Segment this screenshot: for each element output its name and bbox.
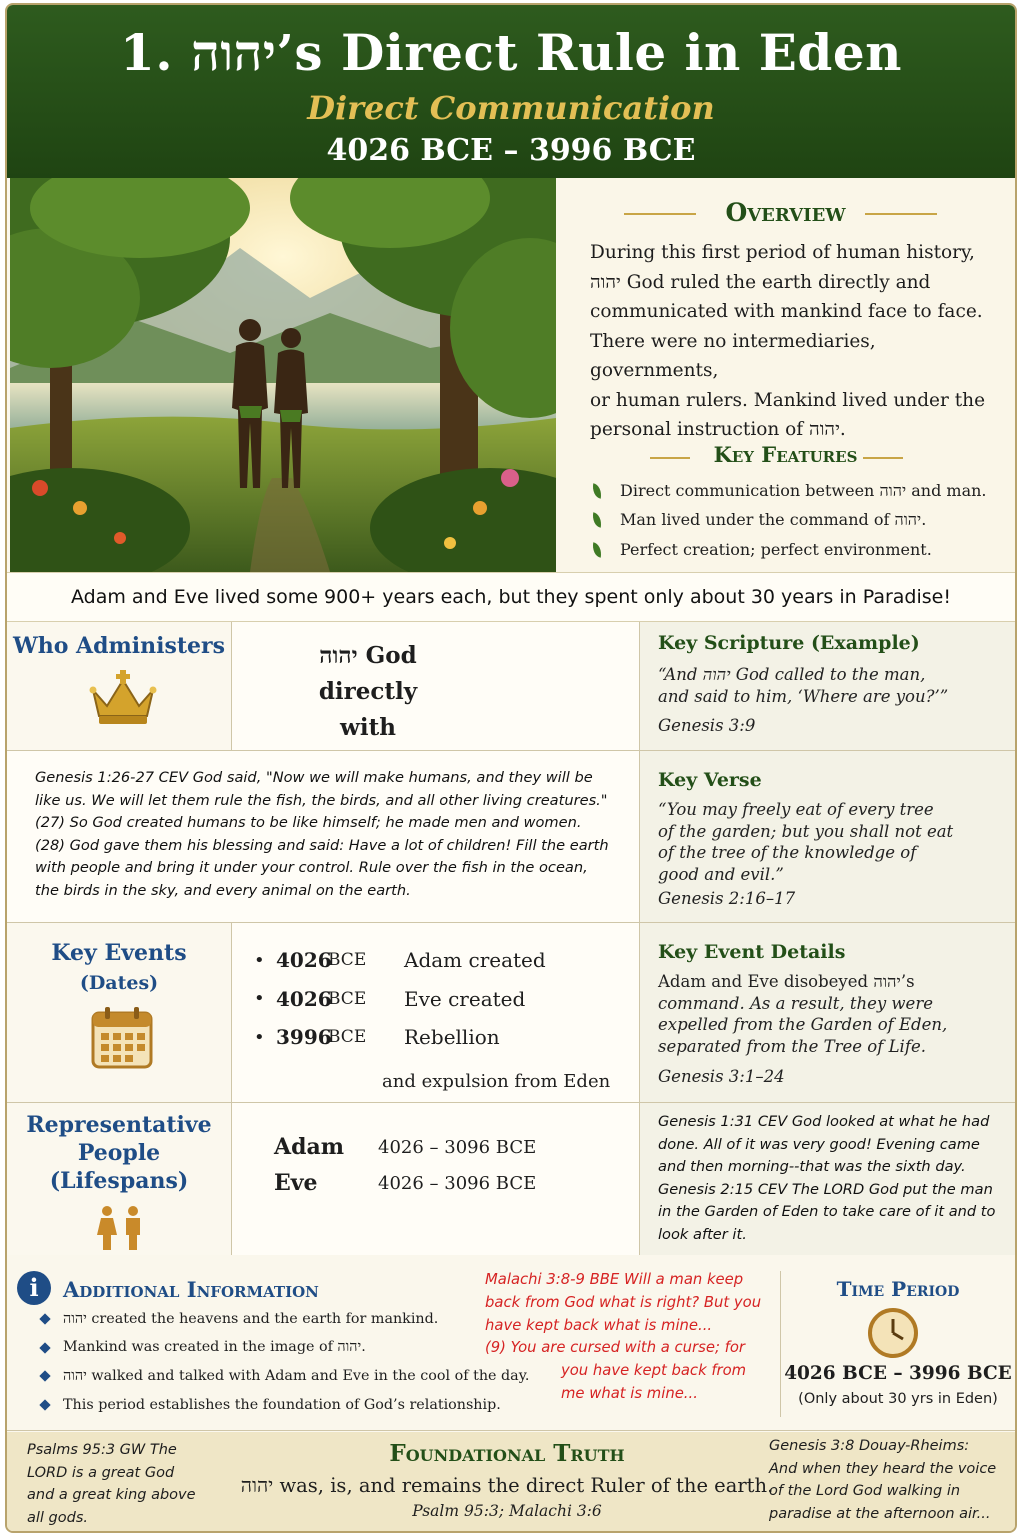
key-features-heading: Key Features <box>713 442 858 467</box>
list-item: יהוה created the heavens and the earth for mankind. <box>41 1305 529 1334</box>
overview-heading: Overview <box>725 198 846 227</box>
key-verse-ref: Genesis 2:16–17 <box>658 889 796 908</box>
list-item: This period establishes the foundation of God’s relationship. <box>41 1391 529 1420</box>
list-item: Adam 4026 – 3096 BCE <box>274 1134 537 1160</box>
list-item: יהוה walked and talked with Adam and Eve in the cool of the day. <box>41 1362 529 1391</box>
malachi-quote: Malachi 3:8-9 BBE Will a man keep back from God what is right? But you have kept back what is mine... (9) You are cursed with a curse; for you have kept back from me what is mine... <box>485 1271 762 1402</box>
people-label-2: People <box>77 1140 161 1166</box>
list-item: Mankind was created in the image of יהוה. <box>41 1334 529 1363</box>
event-details-heading: Key Event Details <box>658 941 846 963</box>
list-item: • 4026 BCE Adam created <box>254 948 546 973</box>
overview-text <box>590 238 990 445</box>
list-item: Eve 4026 – 3096 BCE <box>274 1170 537 1196</box>
time-period-note: (Only about 30 yrs in Eden) <box>798 1391 998 1407</box>
people-list <box>274 1129 536 1201</box>
row-genesis <box>7 751 1015 923</box>
psalm-quote: Psalms 95:3 GW The LORD is a great God and a great king above all gods. <box>27 1442 196 1526</box>
foundational-text: יהוה was, is, and remains the direct Ruler of the earth. <box>240 1474 774 1497</box>
overview-line: or human rulers. Mankind lived under the <box>590 389 986 411</box>
list-item: Direct communication between יהוה and man. <box>592 476 1002 506</box>
header <box>7 5 1015 178</box>
clock-icon <box>867 1307 919 1359</box>
key-verse-heading: Key Verse <box>658 769 762 791</box>
info-icon: i <box>17 1271 51 1305</box>
time-period-heading: Time Period <box>836 1277 960 1301</box>
diamond-bullet-icon <box>39 1342 50 1353</box>
leaf-icon <box>591 542 603 558</box>
overview-line: During this first period of human history, <box>590 242 975 263</box>
event-continuation: and expulsion from Eden <box>382 1071 611 1092</box>
people-quote: Genesis 1:31 CEV God looked at what he had done. All of it was very good! Evening came and then morning--that was the sixth day. Genesis 2:15 CEV The LORD God put the man in the Garden of Eden to take care of it and to look after it. <box>658 1113 996 1243</box>
infographic-page <box>5 3 1017 1533</box>
foundational-truth-panel <box>7 1432 1015 1533</box>
leaf-icon <box>591 483 603 499</box>
overview-line: יהוה God ruled the earth directly and <box>590 271 931 293</box>
genesis-3-8-quote: Genesis 3:8 Douay-Rheims: And when they heard the voice of the Lord God walking in paradise at the afternoon air... <box>769 1438 997 1522</box>
key-features-list <box>592 476 1002 565</box>
event-details-text: Adam and Eve disobeyed יהוה’s command. As a result, they were expelled from the Garden of Eden, separated from the Tree of Life. <box>658 972 948 1056</box>
row-administers <box>7 622 1015 751</box>
key-scripture-quote: “And יהוה God called to the man, and said to him, ‘Where are you?’” <box>658 665 949 706</box>
time-period-dates: 4026 BCE – 3996 BCE <box>784 1363 1012 1384</box>
key-verse-quote: “You may freely eat of every tree of the garden; but you shall not eat of the tree of the knowledge of good and evil.” <box>658 800 954 884</box>
foundational-refs: Psalm 95:3; Malachi 3:6 <box>412 1502 602 1520</box>
administers-main: יהוה God directly with <box>318 642 418 741</box>
administers-label: Who Administers <box>13 633 225 659</box>
list-item: • 4026 BCE Eve created <box>254 986 526 1011</box>
foundational-heading: Foundational Truth <box>389 1440 625 1467</box>
event-details-ref: Genesis 3:1–24 <box>658 1067 785 1086</box>
row-people <box>7 1103 1015 1255</box>
page-title: 1. יהוה’s Direct Rule in Eden <box>119 23 903 82</box>
list-item: Man lived under the command of יהוה. <box>592 506 1002 536</box>
crown-icon <box>87 670 159 728</box>
additional-info-list <box>41 1305 529 1419</box>
list-item: Perfect creation; perfect environment. <box>592 535 1002 565</box>
page-dates: 4026 BCE – 3996 BCE <box>326 133 696 168</box>
key-scripture-heading: Key Scripture (Example) <box>658 632 920 654</box>
events-label-sub: (Dates) <box>79 972 159 994</box>
diamond-bullet-icon <box>39 1371 50 1382</box>
leaf-icon <box>591 512 603 528</box>
diamond-bullet-icon <box>39 1399 50 1410</box>
paradise-banner: Adam and Eve lived some 900+ years each, but they spent only about 30 years in Paradise! <box>7 572 1015 622</box>
key-scripture-ref: Genesis 3:9 <box>658 716 756 735</box>
additional-info-panel <box>7 1255 1015 1431</box>
events-list <box>254 941 546 1057</box>
additional-info-heading: Additional Information <box>63 1277 319 1302</box>
overview-line: There were no intermediaries, governments, <box>590 330 876 381</box>
overview-line: personal instruction of יהוה. <box>590 419 846 440</box>
diamond-bullet-icon <box>39 1314 50 1325</box>
people-label-1: Representative <box>26 1112 212 1138</box>
list-item: • 3996 BCE Rebellion <box>254 1025 500 1050</box>
calendar-icon <box>91 1005 153 1069</box>
genesis-quote: Genesis 1:26-27 CEV God said, "Now we will make humans, and they will be like us. We will let them rule the fish, the birds, and all other living creatures." (27) So God created humans to be like himself; he made men and women. (28) God gave them his blessing and said: Have a lot of children! Fill the earth with people and bring it under your control. Rule over the fish in the ocean, the birds in the sky, and every animal on the earth. <box>35 769 609 899</box>
events-label: Key Events <box>51 940 187 966</box>
people-icon <box>93 1205 147 1251</box>
page-subtitle: Direct Communication <box>307 89 715 127</box>
overview-panel <box>556 178 1015 572</box>
eden-illustration <box>10 178 556 572</box>
people-label-3: (Lifespans) <box>49 1168 189 1194</box>
overview-line: communicated with mankind face to face. <box>590 301 983 322</box>
row-events <box>7 923 1015 1103</box>
